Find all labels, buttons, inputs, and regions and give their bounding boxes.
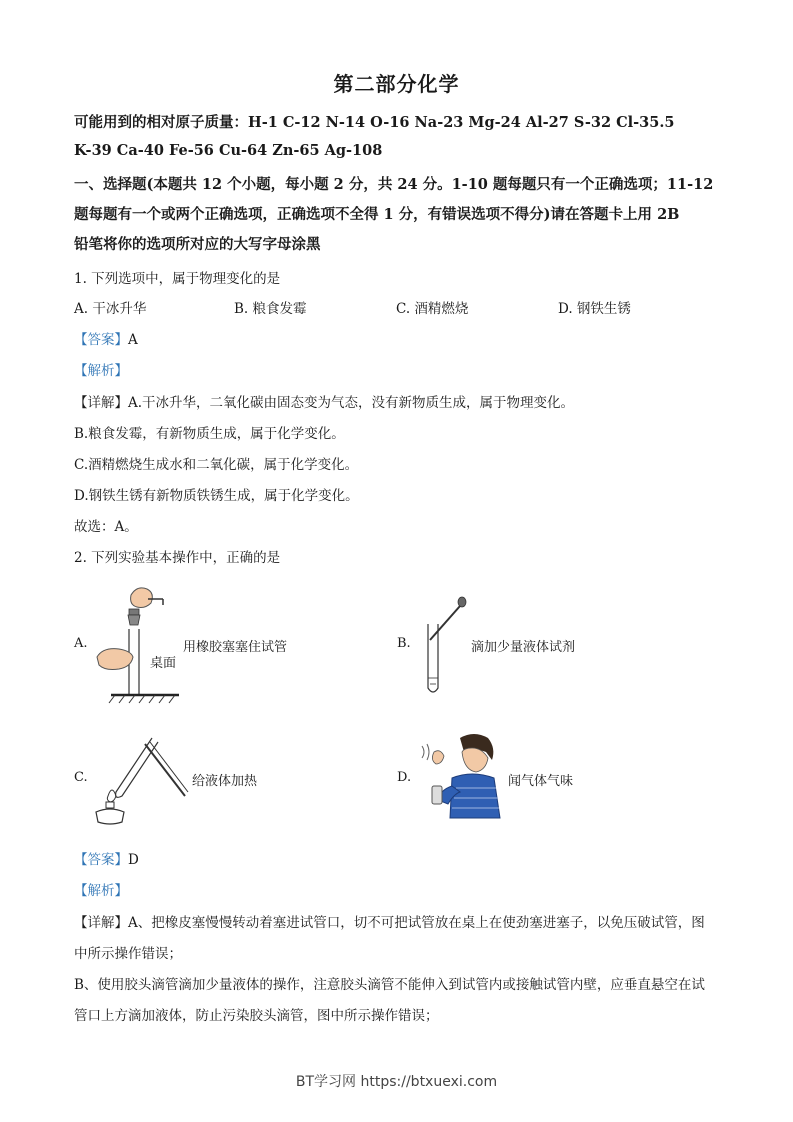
detail-text: A、把橡皮塞慢慢转动着塞进试管口，切不可把试管放在桌上在使劲塞进塞子，以免压破试管，图 (128, 915, 705, 931)
atomic-mass-line-1: 可能用到的相对原子质量：H-1 C-12 N-14 O-16 Na-23 Mg-24 Al-27 S-32 Cl-35.5 (74, 114, 675, 131)
dropper-test-tube-illustration (418, 596, 473, 698)
q1-answer (74, 328, 138, 348)
section-instructions-line-3: 铅笔将你的选项所对应的大写字母涂黑 (74, 236, 321, 253)
answer-tag: 【答案】 (74, 332, 128, 348)
heating-liquid-illustration (90, 734, 190, 829)
analysis-tag: 【解析】 (74, 363, 128, 379)
q2-stem: 2. 下列实验基本操作中，正确的是 (74, 550, 281, 566)
page-title: 第二部分化学 (333, 72, 460, 96)
q1-detail-line-1 (74, 391, 574, 411)
q1-detail-line-4: D.钢铁生锈有新物质铁锈生成，属于化学变化。 (74, 488, 359, 504)
q2-detail-line-2: 中所示操作错误； (74, 946, 182, 962)
answer-value: D (128, 852, 139, 868)
q2-answer (74, 848, 139, 868)
q1-detail-line-3: C.酒精燃烧生成水和二氧化碳，属于化学变化。 (74, 457, 359, 473)
answer-tag: 【答案】 (74, 852, 128, 868)
q2-detail-line-1 (74, 911, 705, 931)
q1-option-a: A. 干冰升华 (74, 301, 147, 317)
q2-fig-c-letter: C. (74, 770, 88, 785)
smelling-gas-illustration (416, 730, 506, 822)
q2-fig-d-caption: 闻气体气味 (508, 774, 574, 789)
q1-option-d: D. 钢铁生锈 (558, 301, 631, 317)
q2-fig-c-caption: 给液体加热 (192, 774, 258, 789)
q2-fig-b-caption: 滴加少量液体试剂 (471, 640, 576, 655)
detail-tag: 【详解】 (74, 915, 128, 931)
atomic-mass-line-2: K-39 Ca-40 Fe-56 Cu-64 Zn-65 Ag-108 (74, 142, 383, 159)
footer-watermark-link[interactable]: BT学习网 https://btxuexi.com (295, 1074, 498, 1090)
q2-fig-b-letter: B. (397, 636, 411, 651)
q2-fig-d-letter: D. (397, 770, 412, 785)
section-instructions-line-2: 题每题有一个或两个正确选项，正确选项不全得 1 分，有错误选项不得分)请在答题卡上用 2B (74, 206, 680, 223)
detail-tag: 【详解】 (74, 395, 128, 411)
q1-detail-line-5: 故选：A。 (74, 519, 138, 535)
q1-option-b: B. 粮食发霉 (234, 301, 307, 317)
rubber-stopper-test-tube-illustration (93, 583, 183, 708)
analysis-tag: 【解析】 (74, 883, 128, 899)
section-instructions-line-1: 一、选择题(本题共 12 个小题，每小题 2 分，共 24 分。1-10 题每题只有一个正确选项；11-12 (74, 176, 714, 193)
q1-analysis-tag (74, 359, 128, 379)
q2-fig-a-caption: 用橡胶塞塞住试管 (183, 640, 288, 655)
q2-detail-line-4: 管口上方滴加液体，防止污染胶头滴管，图中所示操作错误； (74, 1008, 439, 1024)
q2-detail-line-3: B、使用胶头滴管滴加少量液体的操作，注意胶头滴管不能伸入到试管内或接触试管内壁，应垂直悬空在试 (74, 977, 705, 993)
detail-text: A.干冰升华，二氧化碳由固态变为气态，没有新物质生成，属于物理变化。 (128, 395, 575, 411)
q1-detail-line-2: B.粮食发霉，有新物质生成，属于化学变化。 (74, 426, 345, 442)
q2-analysis-tag (74, 879, 128, 899)
q2-fig-a-inner-label: 桌面 (150, 656, 177, 671)
q2-fig-a-letter: A. (74, 636, 88, 651)
q1-option-c: C. 酒精燃烧 (396, 301, 469, 317)
q1-stem: 1. 下列选项中，属于物理变化的是 (74, 271, 281, 287)
answer-value: A (128, 332, 138, 348)
